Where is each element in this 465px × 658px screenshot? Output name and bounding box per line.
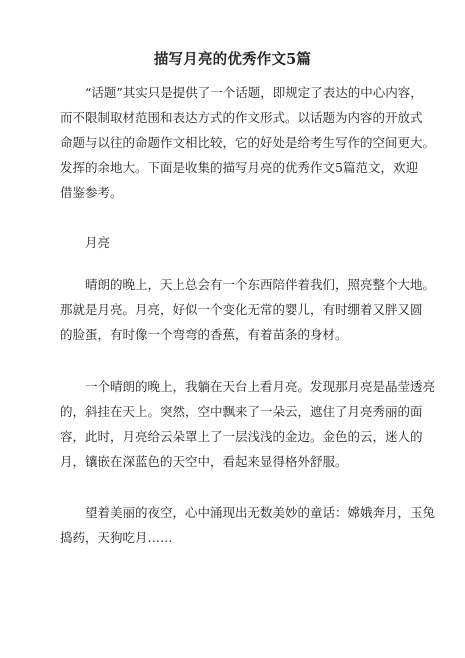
text-line: 月，镶嵌在深蓝色的天空中，看起来显得格外舒服。 [60, 454, 348, 469]
text-line: 捣药，天狗吃月…… [60, 530, 173, 545]
text-line: 的，斜挂在天上。突然，空中飘来了一朵云，遮住了月亮秀丽的面 [60, 404, 423, 419]
text-line: 一个晴朗的晚上，我躺在天台上看月亮。发现那月亮是晶莹透亮 [85, 379, 436, 394]
text-line: 望着美丽的夜空，心中涌现出无数美妙的童话：嫦娥奔月，玉兔 [85, 505, 436, 520]
text-line: 容，此时，月亮给云朵罩上了一层浅浅的金边。金色的云，迷人的 [60, 429, 423, 444]
text-line: 的脸蛋，有时像一个弯弯的香蕉，有着苗条的身材。 [60, 327, 348, 342]
text-line: 晴朗的晚上，天上总会有一个东西陪伴着我们，照亮整个大地。 [85, 277, 436, 292]
intro-paragraph [60, 80, 436, 205]
essay-title [60, 230, 405, 255]
body-paragraph [60, 500, 436, 550]
text-line: 那就是月亮。月亮，好似一个变化无常的婴儿，有时绷着又胖又圆 [60, 302, 423, 317]
text-line: 而不限制取材范围和表达方式的作文形式。以话题为内容的开放式 [60, 110, 423, 125]
body-paragraph [60, 272, 436, 347]
text-line: 借鉴参考。 [60, 185, 123, 200]
essay-heading: 月亮 [85, 235, 111, 250]
document-title: 描写月亮的优秀作文5篇 [153, 51, 312, 68]
text-line: 发挥的余地大。下面是收集的描写月亮的优秀作文5篇范文，欢迎 [60, 160, 418, 175]
body-paragraph [60, 374, 436, 474]
text-line: “话题”其实只是提供了一个话题，即规定了表达的中心内容， [85, 85, 423, 100]
text-line: 命题与以往的命题作文相比较，它的好处是给考生写作的空间更大。 [60, 135, 436, 150]
